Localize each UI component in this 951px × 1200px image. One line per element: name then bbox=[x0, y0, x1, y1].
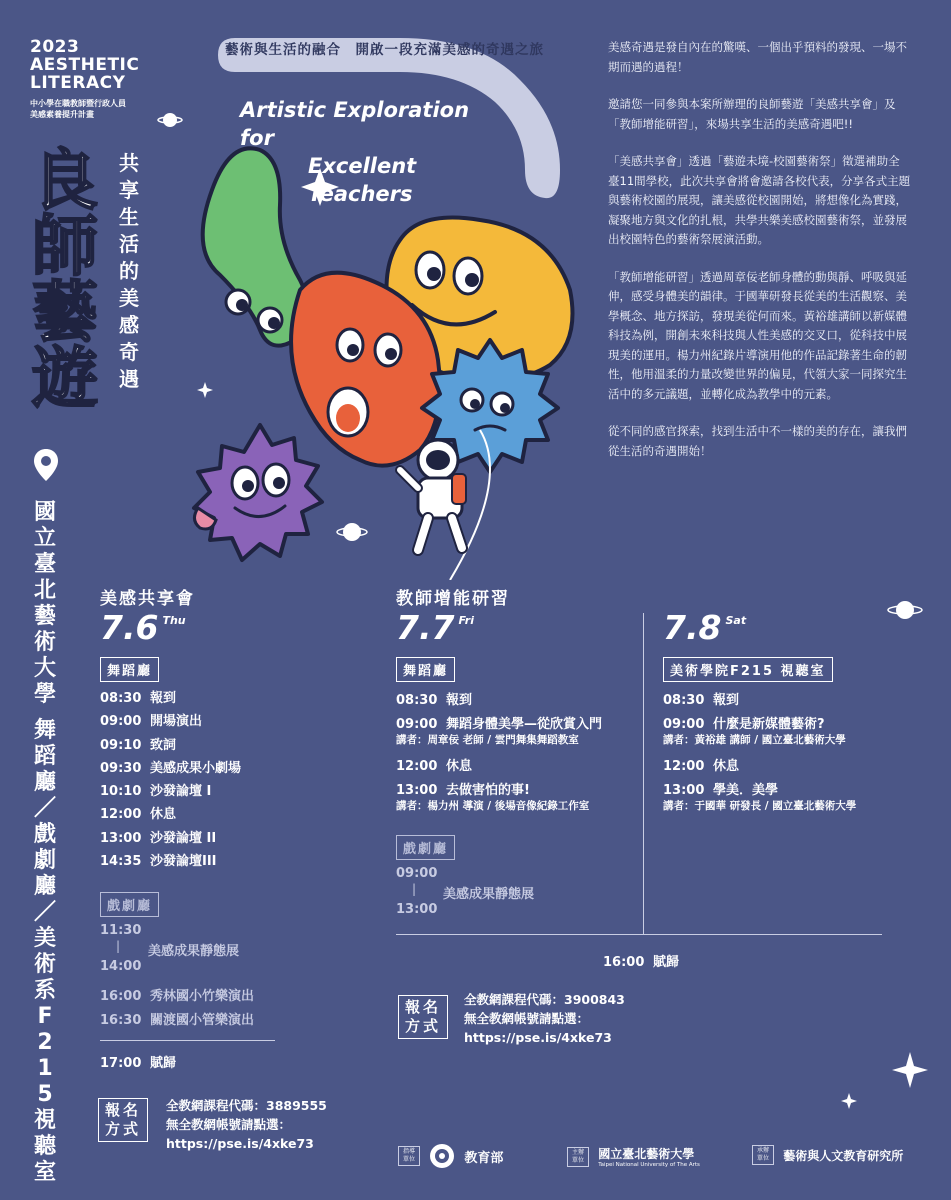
day2-exhibit-start: 09:00 bbox=[396, 866, 438, 881]
intro-paragraph: 邀請您一同參與本案所辦理的良師藝遊「美感共享會」及「教師增能研習」，來場共享生活的美感奇遇吧!! bbox=[608, 97, 896, 131]
logo-text bbox=[30, 38, 139, 92]
banner-text: 藝術與生活的融合 開啟一段充滿美感的奇遇之旅 bbox=[225, 42, 544, 58]
day2-hall2-tag: 戲劇廳 bbox=[396, 835, 455, 860]
main-title-char: 藝 bbox=[32, 274, 98, 351]
shared-end-row bbox=[603, 951, 679, 970]
subtitle-char: 共 bbox=[119, 151, 139, 175]
row-item: 致詞 bbox=[150, 737, 177, 753]
subtitle-char: 活 bbox=[119, 232, 139, 256]
row-time: 16:00 bbox=[603, 955, 645, 970]
venue-char: 臺 bbox=[33, 552, 56, 577]
venue-char: 戲 bbox=[33, 822, 56, 847]
reg-note: 無全教網帳號請點選： bbox=[464, 1011, 590, 1026]
venue-char: ／ bbox=[33, 796, 56, 821]
day3-date bbox=[663, 608, 746, 647]
program-subtitle-line2: 美感素養提升計畫 bbox=[30, 110, 94, 119]
sparkle-icon bbox=[197, 382, 213, 398]
footer-tag: 指導單位 bbox=[398, 1146, 420, 1166]
reg-label-line: 報名 bbox=[105, 1101, 142, 1119]
host-name-english: Taipei National University of The Arts bbox=[598, 1162, 700, 1168]
host-name: 國立臺北藝術大學 bbox=[598, 1147, 695, 1161]
day2-exhibit-end: 13:00 bbox=[396, 902, 438, 917]
literacy-line: LITERACY bbox=[30, 73, 126, 93]
reg-link[interactable]: https://pse.is/4xke73 bbox=[464, 1030, 612, 1045]
schedule-row bbox=[100, 734, 241, 757]
venue-char: ／ bbox=[33, 900, 56, 925]
row-item: 開場演出 bbox=[150, 714, 203, 730]
row-time: 08:30 bbox=[100, 691, 142, 706]
english-title-line1: Artistic Exploration for bbox=[240, 98, 470, 150]
year-line: 2023 bbox=[30, 37, 80, 57]
schedule-row bbox=[100, 985, 254, 1009]
row-time: 12:00 bbox=[100, 807, 142, 823]
time-range-divider: | bbox=[116, 939, 121, 953]
divider bbox=[100, 1040, 275, 1041]
reg-note: 無全教網帳號請點選： bbox=[166, 1117, 292, 1132]
row-item: 舞蹈身體美學—從欣賞入門 bbox=[446, 717, 603, 732]
row-time: 13:00 bbox=[100, 830, 142, 846]
footer-tag: 承辦單位 bbox=[752, 1145, 774, 1165]
time-range-divider: | bbox=[412, 882, 417, 896]
program-subtitle-line1: 中小學在職教師暨行政人員 bbox=[30, 99, 126, 108]
day2-registration-label bbox=[398, 995, 448, 1039]
venue-char: 美 bbox=[33, 926, 56, 951]
reg-code: 全教網課程代碼：3889555 bbox=[166, 1098, 327, 1113]
row-time: 16:00 bbox=[100, 989, 142, 1004]
row-item: 沙發論壇 II bbox=[150, 830, 217, 846]
venue-char: 大 bbox=[33, 656, 56, 681]
venue-char: 立 bbox=[33, 526, 56, 551]
row-time: 08:30 bbox=[396, 693, 438, 708]
venue-char: 藝 bbox=[33, 604, 56, 629]
venue-char: 1 bbox=[37, 1056, 53, 1081]
venue-char: 劇 bbox=[33, 848, 56, 873]
venue-char: 廳 bbox=[33, 874, 56, 899]
row-time: 08:30 bbox=[663, 693, 705, 708]
reg-label-line: 方式 bbox=[405, 1017, 442, 1035]
venue-char: 北 bbox=[33, 578, 56, 603]
day1-afternoon bbox=[100, 985, 254, 1033]
reg-label-line: 報名 bbox=[405, 998, 442, 1016]
purple-monster bbox=[194, 425, 322, 560]
day1-exhibit-end: 14:00 bbox=[100, 959, 142, 974]
day1-hall-tag: 舞蹈廳 bbox=[100, 657, 159, 682]
intro-paragraph: 「美感共享會」透過「藝遊未境-校園藝術祭」徵選補助全臺11間學校，此次共享會將會邀請各校代表，分享各式主題與藝術校園的展現，讓美感從校園開始，將想像化為實踐，凝聚地方與文化的扎根，共學共樂美感校園藝術祭，並發展出校園特色的藝術祭展演活動。 bbox=[608, 154, 911, 246]
day1-date bbox=[100, 608, 186, 647]
row-item: 報到 bbox=[150, 691, 177, 706]
planet-icon bbox=[158, 113, 182, 127]
day2-weekday: Fri bbox=[458, 614, 474, 627]
reg-label-line: 方式 bbox=[105, 1120, 142, 1138]
row-item: 沙發論壇 I bbox=[150, 784, 212, 800]
day3-weekday: Sat bbox=[725, 614, 747, 627]
vertical-subtitle bbox=[114, 150, 144, 393]
day1-date-value: 7.6 bbox=[100, 608, 159, 647]
row-item: 關渡國小管樂演出 bbox=[150, 1013, 255, 1028]
day1-registration-label bbox=[98, 1098, 148, 1142]
sponsor-name: 教育部 bbox=[464, 1150, 504, 1166]
location-pin-icon bbox=[33, 448, 59, 482]
reg-link[interactable]: https://pse.is/4xke73 bbox=[166, 1136, 314, 1151]
schedule-row bbox=[100, 710, 241, 733]
row-item: 學美．美學 bbox=[713, 783, 779, 798]
row-time: 17:00 bbox=[100, 1056, 142, 1071]
planet-icon bbox=[337, 523, 367, 541]
speaker-line: 講者：周章佞 老師 / 雲門舞集舞蹈教室 bbox=[396, 734, 579, 746]
aesthetic-line: AESTHETIC bbox=[30, 55, 140, 75]
day2-hall-tag: 舞蹈廳 bbox=[396, 657, 455, 682]
row-time: 13:00 bbox=[396, 783, 438, 798]
speaker-line: 講者：黃裕雄 講師 / 國立臺北藝術大學 bbox=[663, 734, 846, 746]
venue-vertical bbox=[30, 500, 60, 1186]
schedule-row bbox=[663, 689, 739, 708]
row-time: 09:30 bbox=[100, 760, 142, 776]
day1-registration-info bbox=[166, 1096, 327, 1153]
day3-hall-tag: 美術學院F215 視聽室 bbox=[663, 657, 833, 682]
footer-organizer bbox=[752, 1145, 903, 1165]
row-item: 報到 bbox=[446, 693, 473, 708]
english-title bbox=[240, 96, 510, 208]
schedule-row bbox=[396, 713, 602, 732]
reg-code: 全教網課程代碼：3900843 bbox=[464, 992, 625, 1007]
venue-char: F bbox=[37, 1004, 53, 1029]
schedule-row bbox=[100, 687, 241, 710]
schedule-row bbox=[396, 779, 530, 798]
program-subtitle bbox=[30, 98, 126, 120]
english-title-line2: Excellent Teachers bbox=[308, 154, 417, 206]
day1-end-row bbox=[100, 1052, 176, 1071]
planet-icon bbox=[885, 595, 925, 625]
subtitle-char: 美 bbox=[119, 286, 139, 310]
venue-char: 舞 bbox=[33, 718, 56, 743]
intro-paragraph: 從不同的感官探索，找到生活中不一樣的美的存在，讓我們從生活的奇遇開始！ bbox=[608, 424, 907, 458]
day2-date-value: 7.7 bbox=[396, 608, 455, 647]
main-title bbox=[32, 142, 112, 417]
row-time: 13:00 bbox=[663, 783, 705, 798]
sparkle-icon bbox=[840, 1092, 858, 1110]
speaker-line: 講者：于國華 研發長 / 國立臺北藝術大學 bbox=[663, 800, 857, 812]
row-item: 休息 bbox=[150, 807, 177, 823]
schedule-row bbox=[663, 755, 739, 774]
divider bbox=[396, 934, 882, 935]
venue-char: 國 bbox=[33, 500, 56, 525]
day1-weekday: Thu bbox=[162, 614, 186, 627]
row-item: 秀林國小竹樂演出 bbox=[150, 989, 255, 1004]
footer-sponsor bbox=[398, 1143, 503, 1169]
day2-exhibit-item: 美感成果靜態展 bbox=[443, 887, 535, 902]
row-item: 沙發論壇III bbox=[150, 854, 217, 870]
row-item: 美感成果小劇場 bbox=[150, 760, 242, 776]
day1-title: 美感共享會 bbox=[100, 589, 195, 609]
day1-exhibit-item: 美感成果靜態展 bbox=[148, 944, 240, 959]
venue-char: 2 bbox=[37, 1030, 53, 1055]
row-time: 09:10 bbox=[100, 737, 142, 753]
schedule-row bbox=[396, 755, 472, 774]
venue-char: 系 bbox=[33, 978, 56, 1003]
subtitle-char: 生 bbox=[119, 205, 139, 229]
moe-logo-icon bbox=[429, 1143, 455, 1169]
main-title-char: 遊 bbox=[32, 340, 98, 417]
day2-title: 教師增能研習 bbox=[396, 589, 510, 609]
row-time: 09:00 bbox=[663, 717, 705, 732]
day2-date bbox=[396, 608, 474, 647]
venue-char: 視 bbox=[33, 1108, 56, 1133]
venue-char: 蹈 bbox=[33, 744, 56, 769]
row-time: 14:35 bbox=[100, 854, 142, 870]
intro-text bbox=[608, 38, 911, 479]
footer-tag: 主辦單位 bbox=[567, 1147, 589, 1167]
schedule-row bbox=[100, 850, 241, 873]
organizer-name: 藝術與人文教育研究所 bbox=[783, 1148, 904, 1163]
venue-char: 室 bbox=[33, 1160, 56, 1185]
venue-char: 廳 bbox=[33, 770, 56, 795]
main-title-char: 師 bbox=[32, 208, 98, 285]
schedule-row bbox=[396, 689, 472, 708]
subtitle-char: 感 bbox=[119, 313, 139, 337]
venue-char: 術 bbox=[33, 952, 56, 977]
intro-paragraph: 美感奇遇是發自內在的驚嘆、一個出乎預料的發現、一場不期而遇的過程！ bbox=[608, 40, 907, 74]
row-time: 16:30 bbox=[100, 1013, 142, 1028]
footer-host bbox=[567, 1145, 700, 1168]
row-item: 去做害怕的事! bbox=[446, 783, 530, 798]
schedule-row bbox=[100, 1009, 254, 1033]
row-item: 賦歸 bbox=[150, 1056, 177, 1071]
row-item: 什麼是新媒體藝術? bbox=[713, 717, 825, 732]
row-time: 12:00 bbox=[663, 759, 705, 774]
day2-registration-info bbox=[464, 990, 625, 1047]
day3-date-value: 7.8 bbox=[663, 608, 722, 647]
row-time: 10:10 bbox=[100, 784, 142, 800]
row-time: 09:00 bbox=[396, 717, 438, 732]
column-divider bbox=[643, 613, 644, 934]
schedule-row bbox=[100, 780, 241, 803]
sparkle-icon bbox=[890, 1050, 930, 1090]
row-item: 報到 bbox=[713, 693, 740, 708]
subtitle-char: 享 bbox=[119, 178, 139, 202]
venue-char: 學 bbox=[33, 682, 56, 707]
venue-char: 5 bbox=[37, 1082, 53, 1107]
day1-schedule bbox=[100, 687, 241, 873]
subtitle-char: 奇 bbox=[119, 340, 139, 364]
row-item: 賦歸 bbox=[653, 955, 680, 970]
row-item: 休息 bbox=[446, 759, 473, 774]
subtitle-char: 的 bbox=[119, 259, 139, 283]
speaker-line: 講者：楊力州 導演 / 後場音像紀錄工作室 bbox=[396, 800, 590, 812]
venue-char: 術 bbox=[33, 630, 56, 655]
row-item: 休息 bbox=[713, 759, 740, 774]
subtitle-char: 遇 bbox=[119, 367, 139, 391]
day1-hall2-tag: 戲劇廳 bbox=[100, 892, 159, 917]
schedule-row bbox=[663, 713, 825, 732]
schedule-row bbox=[100, 827, 241, 850]
day1-exhibit-start: 11:30 bbox=[100, 923, 142, 938]
schedule-row bbox=[663, 779, 778, 798]
row-time: 09:00 bbox=[100, 714, 142, 730]
row-time: 12:00 bbox=[396, 759, 438, 774]
schedule-row bbox=[100, 803, 241, 826]
intro-paragraph: 「教師增能研習」透過周章佞老師身體的動與靜、呼吸與延伸，感受身體美的韻律。于國華研發長從美的生活觀察、美學概念、地方探訪，發現美從何而來。黃裕雄講師以新媒體科技為例，開創未來科技與人性美感的交叉口，從科技中展現美的運用。楊力州紀錄片導演用他的作品記錄著生命的韌性，他用溫柔的力量改變世界的偏見，代領大家一同探究生活中的多元議題，並轉化成為教學中的元素。 bbox=[608, 269, 907, 401]
venue-char: 聽 bbox=[33, 1134, 56, 1159]
schedule-row bbox=[100, 757, 241, 780]
main-title-char: 良 bbox=[32, 142, 98, 219]
